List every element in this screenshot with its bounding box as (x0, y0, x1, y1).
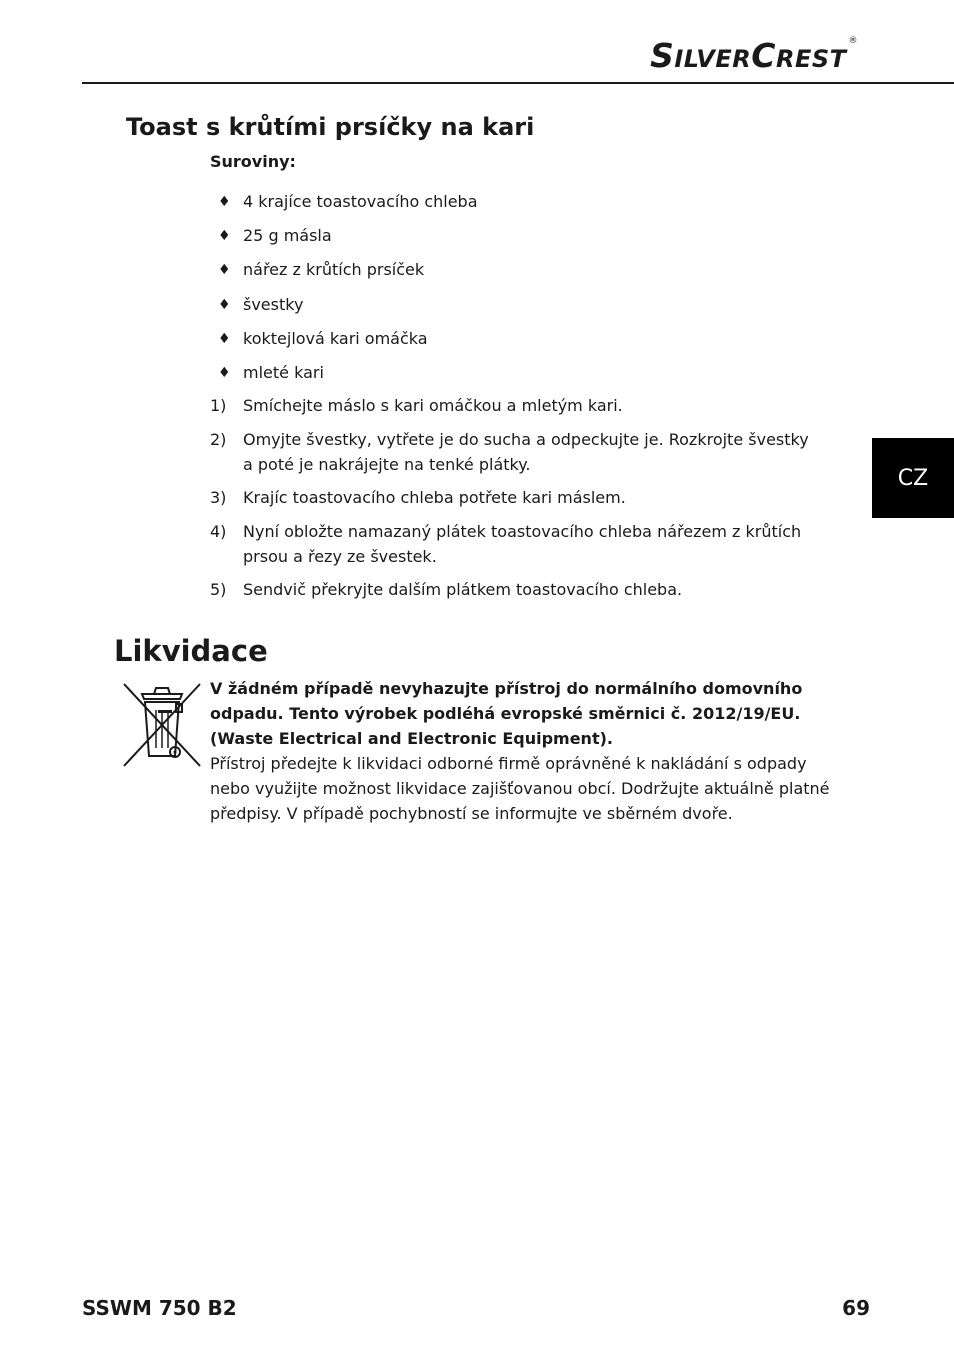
ingredients-list (210, 189, 810, 394)
brand-logo (650, 36, 858, 75)
diamond-bullet-icon: ♦ (218, 228, 231, 245)
ingredient-text: nářez z krůtích prsíček (243, 260, 425, 280)
disposal-title: Likvidace (114, 634, 268, 668)
step-number: 1) (210, 396, 227, 415)
steps-list (210, 393, 810, 611)
step-text: Smíchejte máslo s kari omáčkou a mletým kari. (243, 396, 623, 415)
step-item (210, 427, 810, 477)
language-tab: CZ (872, 438, 954, 518)
step-item (210, 577, 810, 602)
page-number: 69 (842, 1296, 870, 1320)
ingredient-text: koktejlová kari omáčka (243, 328, 428, 348)
step-item (210, 519, 810, 569)
recipe-title: Toast s krůtími prsíčky na kari (126, 113, 535, 141)
step-number: 2) (210, 429, 227, 449)
disposal-warning: V žádném případě nevyhazujte přístroj do normálního domovního odpadu. Tento výrobek podléhá evropské směrnici č. 2012/19/EU. (Waste Electrical and Electronic Equipment). (210, 679, 803, 748)
step-text: Sendvič překryjte dalším plátkem toastovacího chleba. (243, 580, 683, 599)
brand-registered-mark: ® (848, 36, 858, 46)
list-item (210, 292, 810, 326)
brand-s: S (650, 36, 675, 75)
step-text: Krajíc toastovacího chleba potřete kari máslem. (243, 488, 626, 507)
diamond-bullet-icon: ♦ (218, 364, 231, 381)
disposal-instructions: Přístroj předejte k likvidaci odborné firmě oprávněné k nakládání s odpady nebo využijte možnost likvidace zajišťovanou obcí. Dodržujte aktuálně platné předpisy. V případě pochybností se informujte ve sběrném dvoře. (210, 754, 830, 823)
brand-ilver: ILVER (674, 45, 752, 73)
diamond-bullet-icon: ♦ (218, 296, 231, 313)
list-item (210, 189, 810, 223)
step-number: 3) (210, 488, 227, 507)
step-number: 5) (210, 580, 227, 599)
list-item (210, 257, 810, 291)
step-number: 4) (210, 521, 227, 541)
header-rule (82, 82, 954, 84)
crossed-out-wheelie-bin-icon (120, 680, 202, 770)
step-item (210, 485, 810, 510)
ingredient-text: mleté kari (243, 362, 324, 382)
ingredients-heading: Suroviny: (210, 152, 296, 171)
brand-c: C (751, 36, 776, 75)
diamond-bullet-icon: ♦ (218, 262, 231, 279)
step-item (210, 393, 810, 418)
diamond-bullet-icon: ♦ (218, 330, 231, 347)
list-item (210, 223, 810, 257)
disposal-text (210, 676, 850, 826)
brand-rest: REST (775, 45, 847, 73)
list-item (210, 360, 810, 394)
ingredient-text: 25 g másla (243, 226, 332, 246)
step-text: Omyjte švestky, vytřete je do sucha a odpeckujte je. Rozkrojte švestky a poté je nakrájejte na tenké plátky. (243, 429, 809, 474)
list-item (210, 326, 810, 360)
diamond-bullet-icon: ♦ (218, 194, 231, 210)
ingredient-text: 4 krajíce toastovacího chleba (243, 192, 478, 211)
step-text: Nyní obložte namazaný plátek toastovacího chleba nářezem z krůtích prsou a řezy ze švestek. (243, 521, 802, 566)
footer-model: SSWM 750 B2 (82, 1296, 237, 1320)
ingredient-text: švestky (243, 294, 304, 314)
